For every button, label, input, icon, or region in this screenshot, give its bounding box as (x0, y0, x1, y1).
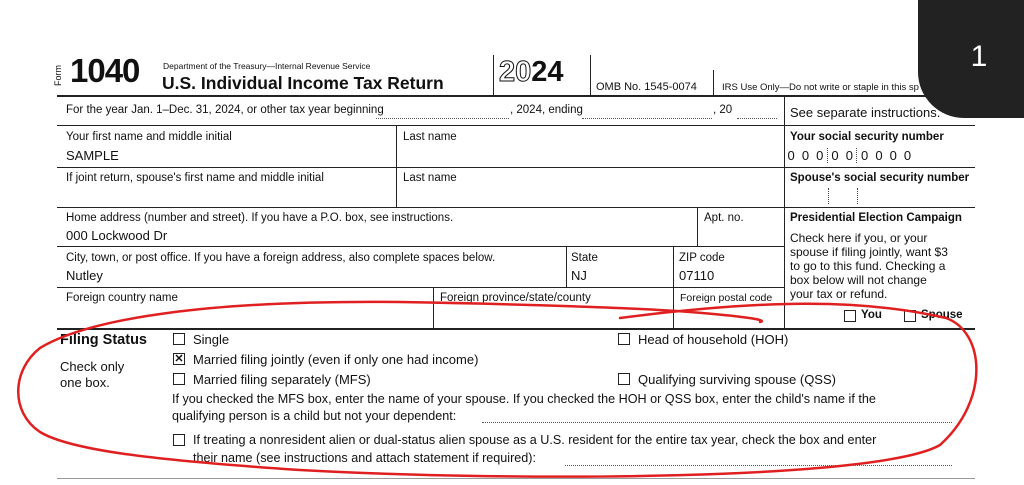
tax-year-end-field[interactable] (582, 118, 712, 119)
qss-label: Qualifying surviving spouse (QSS) (638, 372, 836, 387)
hoh-label: Head of household (HOH) (638, 332, 789, 347)
election-you-label: You (861, 309, 882, 321)
mfj-checkbox[interactable]: ✕ (174, 353, 184, 365)
spouse-ssn-divider (857, 188, 858, 204)
page-number-badge (918, 0, 1024, 118)
col-lastname (396, 125, 397, 207)
zip-field[interactable]: 07110 (679, 268, 715, 283)
mfs-checkbox[interactable] (173, 373, 185, 385)
spouse-ssn-label: Spouse's social security number (790, 172, 970, 184)
spouse-last-name-label: Last name (403, 172, 457, 184)
col-right (784, 95, 785, 328)
col-apt (697, 207, 698, 246)
filing-status-sub1: Check only (60, 359, 125, 374)
rule-top (57, 95, 975, 97)
spouse-first-name-label: If joint return, spouse's first name and middle initial (66, 172, 324, 184)
tax-year-end: , 20 (713, 104, 733, 116)
foreign-province-label: Foreign province/state/county (440, 292, 591, 304)
tax-year-bold: 24 (531, 56, 564, 88)
nonresident-alien-line2: their name (see instructions and attach statement if required): (193, 451, 537, 465)
last-name-label: Last name (403, 131, 457, 143)
election-line: to go to this fund. Checking a (790, 259, 946, 273)
rule-5 (57, 287, 784, 288)
city-field[interactable]: Nutley (66, 268, 103, 283)
spouse-ssn-divider (828, 188, 829, 204)
election-line: spouse if filing jointly, want $3 (790, 245, 948, 259)
ssn-field[interactable] (784, 148, 915, 163)
rule-4 (57, 246, 784, 247)
foreign-country-label: Foreign country name (66, 292, 178, 304)
col-state (566, 246, 567, 287)
zip-label: ZIP code (679, 252, 725, 264)
election-line: box below will not change (790, 273, 927, 287)
spouse-ssn-field[interactable] (784, 187, 974, 205)
header-divider-2 (590, 55, 591, 95)
page-number: 1 (970, 40, 988, 73)
home-address-label: Home address (number and street). If you have a P.O. box, see instructions. (66, 212, 454, 224)
qualifying-person-name-field[interactable] (482, 422, 952, 423)
rule-3 (57, 207, 975, 208)
ssn-digit: 0 (831, 148, 839, 163)
ssn-digit: 0 (842, 148, 857, 163)
department-line: Department of the Treasury—Internal Revenue Service (163, 61, 371, 71)
ssn-digit: 0 (813, 148, 828, 163)
filing-status-sub2: one box. (60, 375, 110, 390)
form-word-label: Form (53, 65, 63, 86)
first-name-label: Your first name and middle initial (66, 131, 232, 143)
ssn-digit: 0 (861, 148, 869, 163)
election-spouse-checkbox[interactable] (904, 310, 916, 322)
mfs-hoh-note-line1: If you checked the MFS box, enter the name of your spouse. If you checked the HOH or QSS box, enter the child's name if the (172, 392, 876, 406)
single-label: Single (193, 332, 230, 347)
mfs-label: Married filing separately (MFS) (193, 372, 371, 387)
ssn-digit: 0 (903, 148, 912, 163)
tax-year-prefix: For the year Jan. 1–Dec. 31, 2024, or other tax year beginning (66, 104, 384, 116)
rule-2 (57, 167, 975, 168)
ssn-digit: 0 (801, 148, 810, 163)
tax-year-end-year-field[interactable] (737, 118, 777, 119)
nonresident-spouse-name-field[interactable] (565, 465, 952, 466)
filing-status-title: Filing Status (60, 332, 147, 348)
ssn-digit: 0 (787, 148, 795, 163)
tax-year-begin-field[interactable] (376, 118, 509, 119)
election-spouse-label: Spouse (921, 309, 963, 321)
header-divider (493, 55, 494, 95)
nonresident-alien-checkbox[interactable] (173, 434, 185, 446)
see-instructions: See separate instructions. (790, 105, 941, 120)
qss-checkbox[interactable] (618, 373, 630, 385)
form-title: U.S. Individual Income Tax Return (162, 73, 444, 93)
nonresident-alien-line1: If treating a nonresident alien or dual-status alien spouse as a U.S. resident for the entire tax year, check the box and enter (193, 433, 877, 447)
header-divider-3 (713, 70, 714, 95)
tax-year (499, 56, 564, 89)
ssn-digit: 0 (875, 148, 883, 163)
mfs-hoh-note-line2: qualifying person is a child but not your dependent: (172, 409, 457, 423)
state-label: State (571, 252, 598, 264)
rule-6 (57, 328, 975, 330)
apt-label: Apt. no. (704, 212, 744, 224)
mfj-label: Married filing jointly (even if only one had income) (193, 352, 479, 367)
tax-year-mid: , 2024, ending (510, 104, 583, 116)
single-checkbox[interactable] (173, 333, 185, 345)
omb-number: OMB No. 1545-0074 (596, 81, 697, 93)
election-line: your tax or refund. (790, 287, 888, 301)
col-foreign (433, 287, 434, 328)
city-label: City, town, or post office. If you have a foreign address, also complete spaces below. (66, 252, 496, 264)
first-name-field[interactable]: SAMPLE (66, 148, 119, 163)
form-number: 1040 (70, 52, 140, 89)
rule-bottom (57, 478, 975, 479)
col-zip (673, 246, 674, 328)
ssn-digit: 0 (889, 148, 897, 163)
election-line: Check here if you, or your (790, 231, 928, 245)
election-title: Presidential Election Campaign (790, 212, 962, 224)
ssn-label: Your social security number (790, 131, 944, 143)
hoh-checkbox[interactable] (618, 333, 630, 345)
home-address-field[interactable]: 000 Lockwood Dr (66, 228, 168, 243)
rule-1 (57, 125, 975, 126)
tax-year-outline: 20 (499, 56, 532, 88)
election-you-checkbox[interactable] (844, 310, 856, 322)
state-field[interactable]: NJ (571, 268, 587, 283)
foreign-postal-label: Foreign postal code (680, 292, 773, 304)
irs-use-only: IRS Use Only—Do not write or staple in this sp (722, 82, 919, 93)
